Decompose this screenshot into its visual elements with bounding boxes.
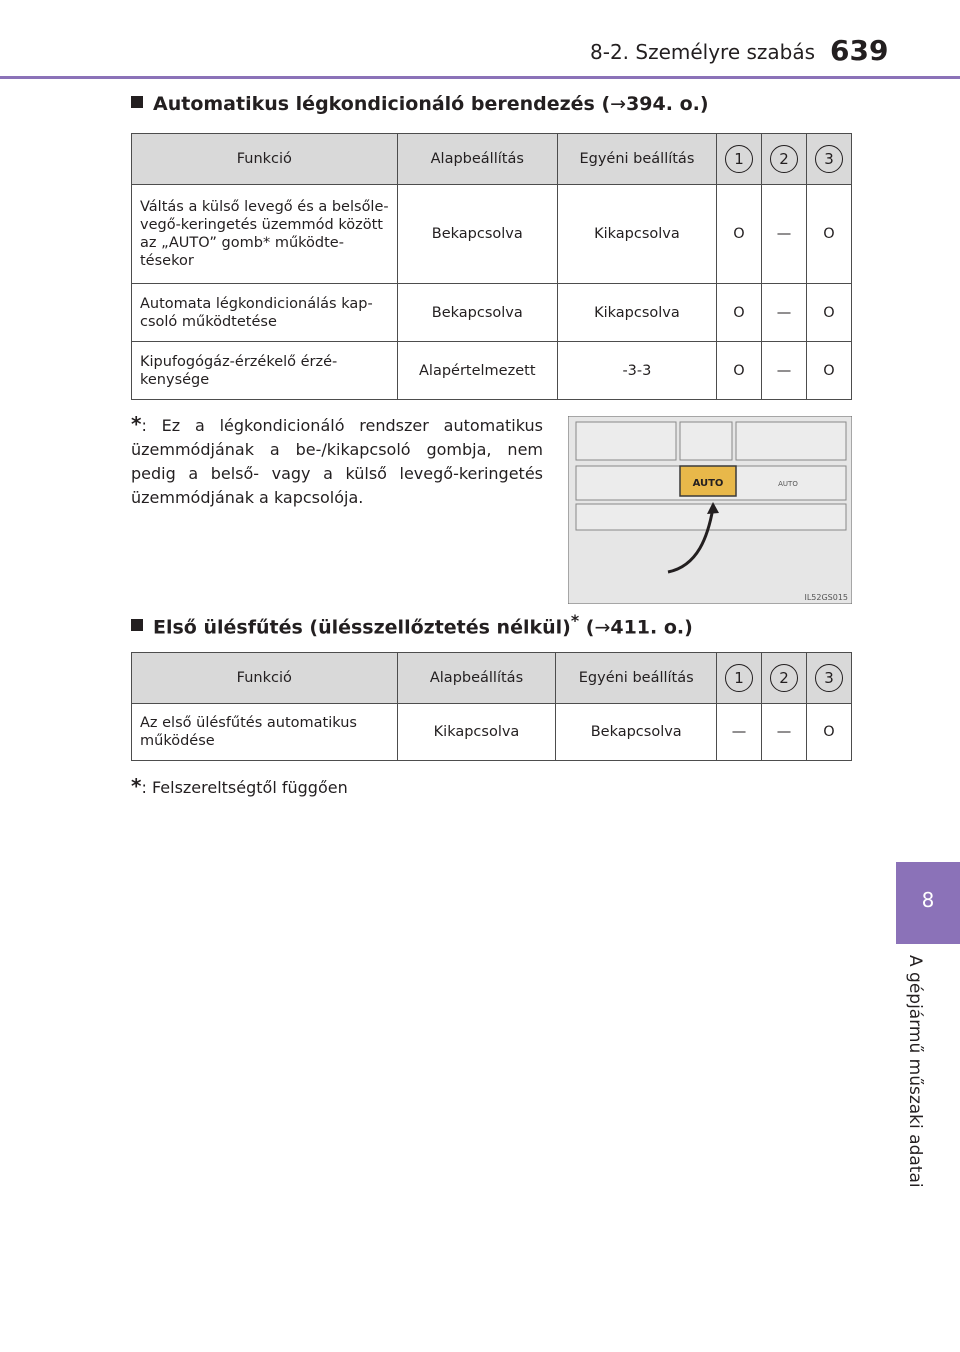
- asterisk-mark: *: [570, 611, 580, 630]
- header-funkcio: Funkció: [132, 653, 398, 704]
- footnote-2: [131, 774, 543, 800]
- arrow-icon: →: [594, 616, 611, 639]
- row-default: Bekapcsolva: [397, 284, 557, 342]
- row-mark-3: O: [806, 342, 851, 400]
- table-row: [132, 185, 852, 284]
- section-heading: 8-2. Személyre szabás: [590, 40, 816, 64]
- row-function: Kipufogógáz-érzékelő érzé-kenysége: [132, 342, 398, 400]
- row-mark-1: O: [716, 185, 761, 284]
- panel-slot: [576, 422, 676, 460]
- page-number: 639: [830, 34, 889, 67]
- footnote-1: [131, 412, 543, 510]
- header-egyeni: Egyéni beállítás: [556, 653, 717, 704]
- row-custom: -3-3: [557, 342, 716, 400]
- row-custom: Bekapcsolva: [556, 704, 717, 761]
- row-mark-2: —: [761, 284, 806, 342]
- asterisk-mark: *: [131, 774, 142, 798]
- panel-slot: [680, 422, 732, 460]
- bullet-square-icon: [131, 96, 143, 108]
- row-mark-3: O: [806, 284, 851, 342]
- header-col-1: 1: [716, 653, 761, 704]
- table-header-row: [132, 653, 852, 704]
- auto-small-label: AUTO: [778, 480, 798, 488]
- header-col-2: 2: [761, 134, 806, 185]
- table-header-row: [132, 134, 852, 185]
- row-custom: Kikapcsolva: [557, 284, 716, 342]
- chapter-tab[interactable]: [896, 862, 960, 944]
- panel-slot: [736, 422, 846, 460]
- footnote-text: : Ez a légkondicionáló rendszer automatikus üzemmódjának a be-/kikapcsoló gombja, nem pedig a belső- vagy a külső levegő-keringetés üzemmódjának a kapcsolója.: [131, 416, 543, 507]
- header-funkcio: Funkció: [132, 134, 398, 185]
- section1-ref[interactable]: 394. o.): [626, 93, 709, 115]
- row-mark-2: —: [761, 185, 806, 284]
- chapter-label: A gépjármű műszaki adatai: [905, 955, 925, 1188]
- header-egyeni: Egyéni beállítás: [557, 134, 716, 185]
- table-row: [132, 342, 852, 400]
- header-col-1: 1: [716, 134, 761, 185]
- row-mark-1: —: [716, 704, 761, 761]
- section1-title: Automatikus légkondicionáló berendezés (→394. o.): [131, 93, 709, 115]
- figure-code: IL52GS015: [804, 593, 848, 602]
- row-function: Váltás a külső levegő és a belsőle-vegő-keringetés üzemmód között az „AUTO” gomb* működte-tésekor: [132, 185, 398, 284]
- settings-table-1: [131, 133, 852, 400]
- settings-table-2: [131, 652, 852, 761]
- header-divider: [0, 76, 960, 79]
- header-alapbeallitas: Alapbeállítás: [397, 134, 557, 185]
- row-default: Bekapcsolva: [397, 185, 557, 284]
- header-col-3: 3: [806, 134, 851, 185]
- row-mark-1: O: [716, 342, 761, 400]
- row-mark-1: O: [716, 284, 761, 342]
- auto-button-label: AUTO: [692, 478, 724, 489]
- table-row: [132, 704, 852, 761]
- ac-panel-figure: [568, 416, 852, 604]
- table-row: [132, 284, 852, 342]
- row-mark-3: O: [806, 185, 851, 284]
- header-col-2: 2: [761, 653, 806, 704]
- row-default: Kikapcsolva: [397, 704, 556, 761]
- section2-ref[interactable]: 411. o.): [610, 616, 693, 639]
- row-default: Alapértelmezett: [397, 342, 557, 400]
- header-col-3: 3: [806, 653, 851, 704]
- row-custom: Kikapcsolva: [557, 185, 716, 284]
- arrow-icon: →: [610, 93, 627, 115]
- header-alapbeallitas: Alapbeállítás: [397, 653, 556, 704]
- row-mark-2: —: [761, 704, 806, 761]
- row-mark-3: O: [806, 704, 851, 761]
- row-function: Automata légkondicionálás kap-csoló működtetése: [132, 284, 398, 342]
- row-mark-2: —: [761, 342, 806, 400]
- section2-title: Első ülésfűtés (ülésszellőztetés nélkül)* (→411. o.): [131, 611, 693, 638]
- chapter-number: 8: [921, 888, 935, 912]
- footnote-text: : Felszereltségtől függően: [141, 778, 348, 797]
- row-function: Az első ülésfűtés automatikus működése: [132, 704, 398, 761]
- bullet-square-icon: [131, 619, 143, 631]
- asterisk-mark: *: [131, 412, 142, 436]
